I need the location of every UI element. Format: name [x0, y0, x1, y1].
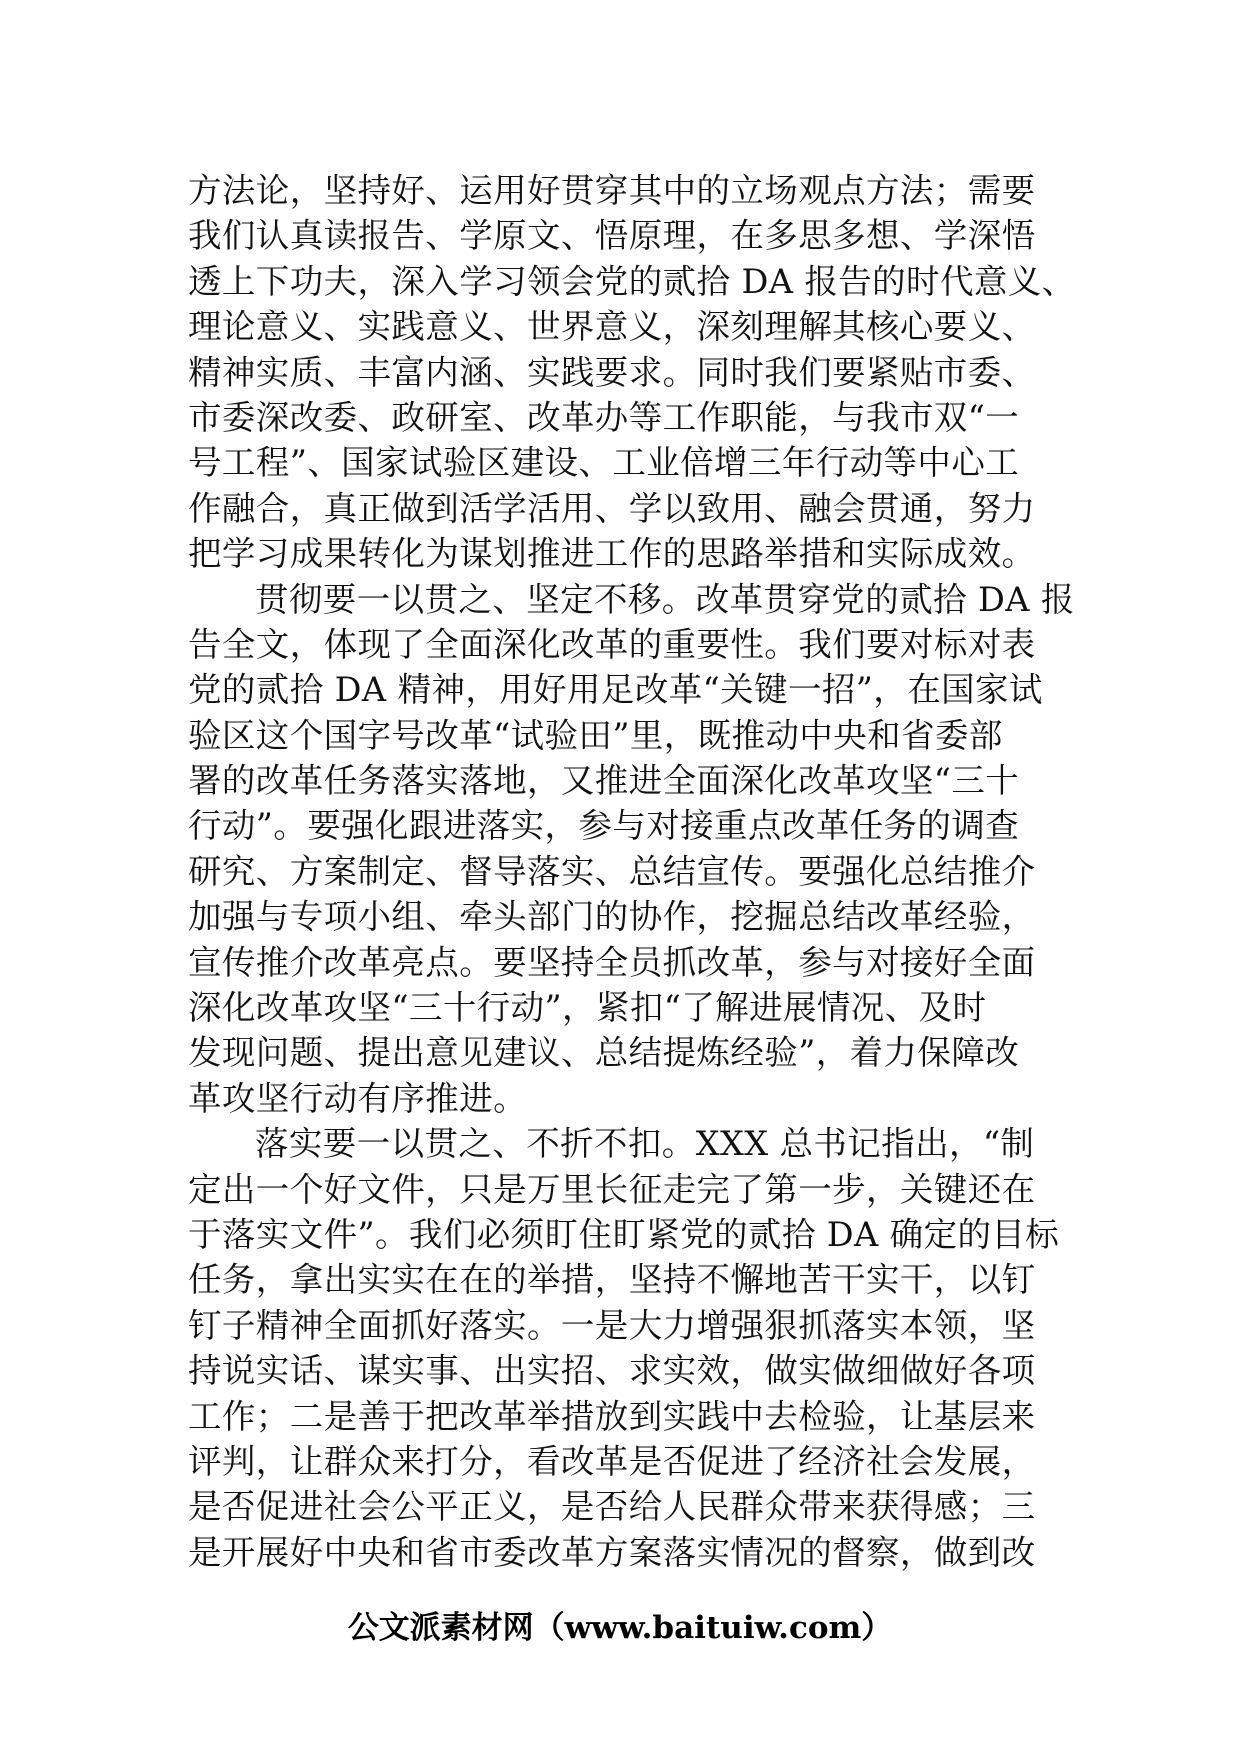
- paragraph: [188, 577, 1075, 1122]
- text-line: 宣传推介改革亮点。要坚持全员抓改革，参与对接好全面: [188, 942, 1036, 982]
- text-line: 加强与专项小组、牵头部门的协作，挖掘总结改革经验，: [188, 897, 1036, 937]
- footer-watermark: 公文派素材网（www.baituiw.com）: [347, 1610, 893, 1646]
- text-line: 精神实质、丰富内涵、实践要求。同时我们要紧贴市委、: [188, 352, 1036, 392]
- text-line: 号工程”、国家试验区建设、工业倍增三年行动等中心工: [188, 443, 1020, 483]
- text-line: 任务，拿出实实在在的举措，坚持不懈地苦干实干，以钉: [188, 1260, 1036, 1300]
- text-line: 验区这个国字号改革“试验田”里，既推动中央和省委部: [188, 715, 1003, 755]
- text-line: 工作；二是善于把改革举措放到实践中去检验，让基层来: [188, 1396, 1036, 1436]
- text-line: 方法论，坚持好、运用好贯穿其中的立场观点方法；需要: [188, 171, 1036, 210]
- text-line: 深化改革攻坚“三十行动”，紧扣“了解进展情况、及时: [188, 988, 987, 1028]
- text-line: 把学习成果转化为谋划推进工作的思路举措和实际成效。: [188, 534, 1036, 574]
- text-line: 是开展好中央和省市委改革方案落实情况的督察，做到改: [188, 1532, 1036, 1572]
- text-line: 理论意义、实践意义、世界意义，深刻理解其核心要义、: [188, 307, 1036, 347]
- paragraph: [188, 1121, 1058, 1575]
- text-line: 持说实话、谋实事、出实招、求实效，做实做细做好各项: [188, 1351, 1036, 1391]
- text-line: 我们认真读报告、学原文、悟原理，在多思多想、学深悟: [188, 216, 1036, 256]
- text-line: 党的贰拾 DA 精神，用好用足改革“关键一招”，在国家试: [188, 670, 1043, 710]
- document-body: [188, 168, 1076, 1575]
- text-line: 是否促进社会公平正义，是否给人民群众带来获得感；三: [188, 1487, 1036, 1527]
- text-line: 行动”。要强化跟进落实，参与对接重点改革任务的调查: [188, 806, 1020, 846]
- text-line: 贯彻要一以贯之、坚定不移。改革贯穿党的贰拾 DA 报: [255, 579, 1075, 619]
- text-line: 革攻坚行动有序推进。: [188, 1078, 527, 1118]
- text-line: 定出一个好文件，只是万里长征走完了第一步，关键还在: [188, 1169, 1036, 1209]
- text-line: 于落实文件”。我们必须盯住盯紧党的贰拾 DA 确定的目标: [188, 1214, 1060, 1254]
- text-line: 发现问题、提出意见建议、总结提炼经验”，着力保障改: [188, 1033, 1020, 1073]
- text-line: 研究、方案制定、督导落实、总结宣传。要强化总结推介: [188, 851, 1036, 891]
- text-line: 落实要一以贯之、不折不扣。XXX 总书记指出，“制: [255, 1124, 1035, 1164]
- text-line: 钉子精神全面抓好落实。一是大力增强狠抓落实本领，坚: [188, 1305, 1036, 1345]
- text-line: 透上下功夫，深入学习领会党的贰拾 DA 报告的时代意义、: [188, 261, 1076, 301]
- paragraph: [188, 168, 1076, 577]
- text-line: 作融合，真正做到活学活用、学以致用、融会贯通，努力: [188, 488, 1036, 528]
- text-line: 署的改革任务落实落地，又推进全面深化改革攻坚“三十: [188, 761, 1020, 801]
- text-line: 告全文，体现了全面深化改革的重要性。我们要对标对表: [188, 624, 1036, 664]
- text-line: 评判，让群众来打分，看改革是否促进了经济社会发展，: [188, 1441, 1036, 1481]
- text-line: 市委深改委、政研室、改革办等工作职能，与我市双“一: [188, 397, 1020, 437]
